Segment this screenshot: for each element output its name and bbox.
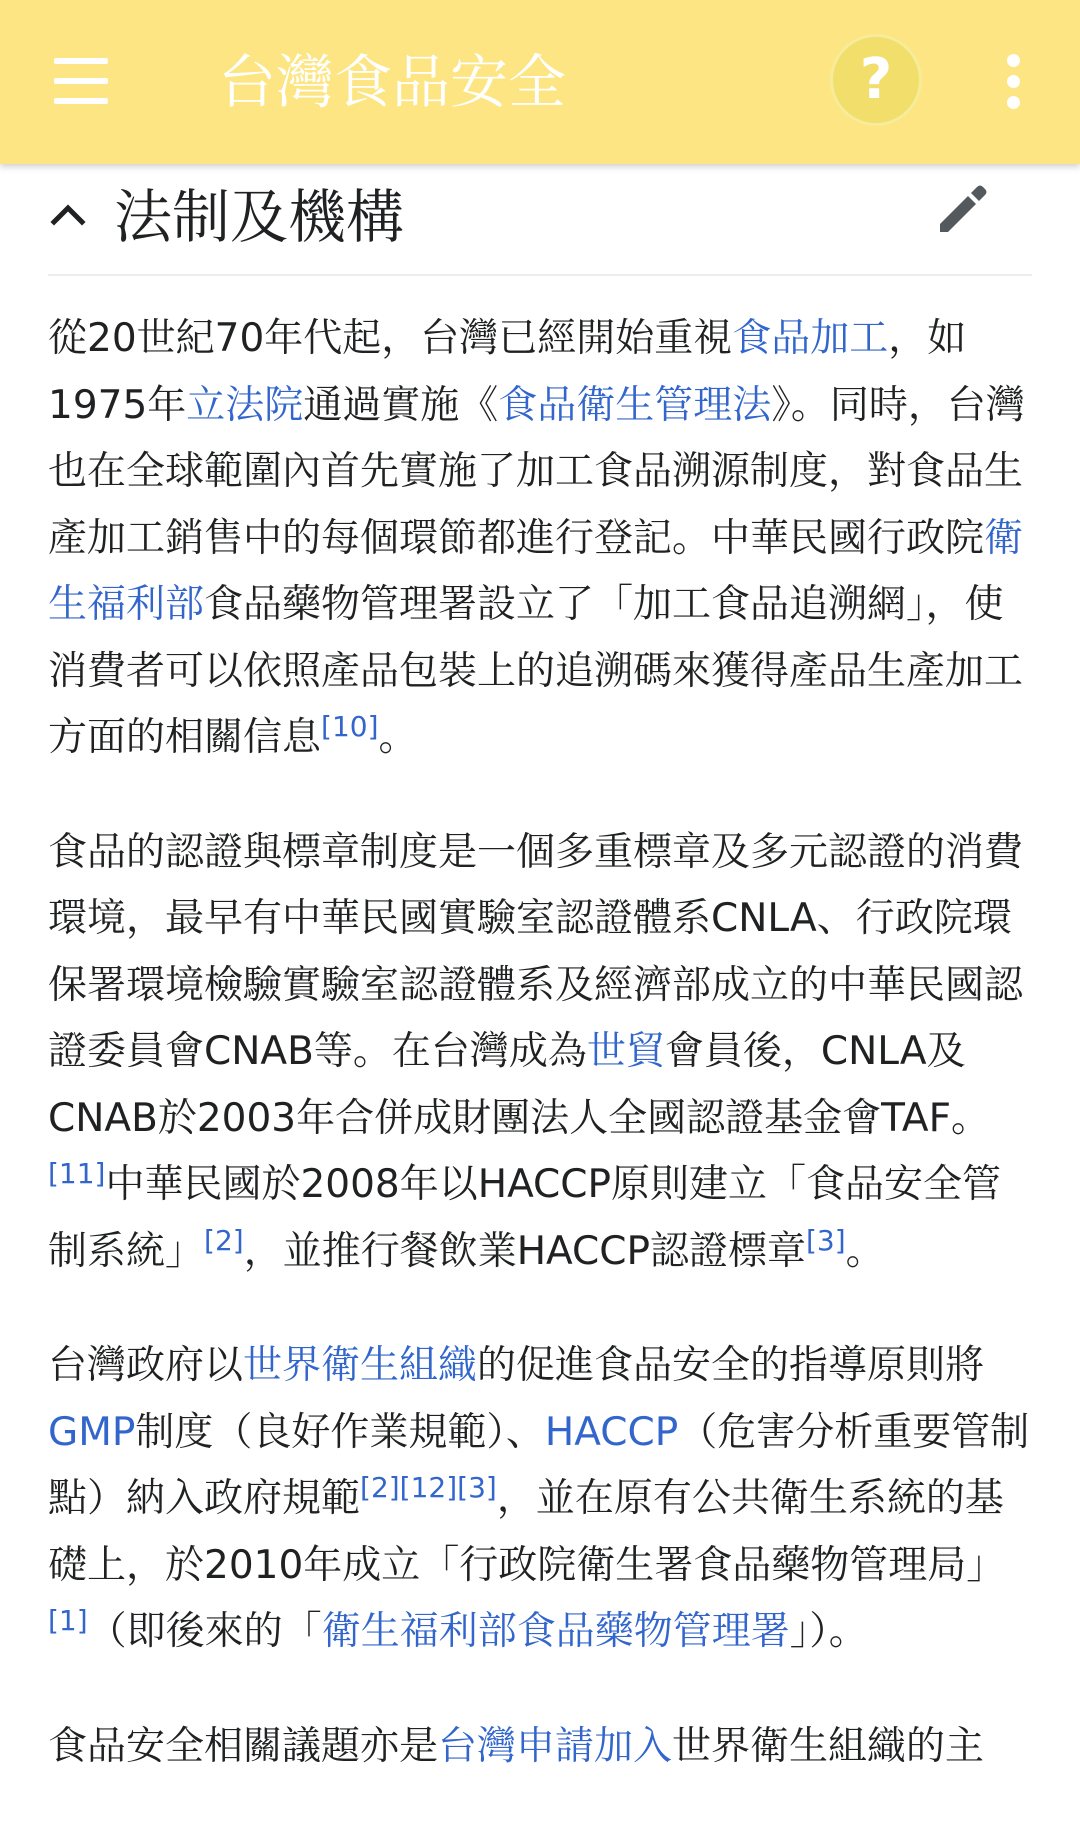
paragraph-text: 食品藥物管理署設立了「加工食品追溯網」，使消費者可以依照產品包裝上的追溯碼來獲得產品生產加工方面的相關信息 <box>48 582 1024 760</box>
article-link[interactable]: 衛生福利部食品藥物管理署 <box>321 1609 790 1654</box>
paragraph-text: ，如1975年 <box>48 316 967 428</box>
article-paragraph <box>48 820 1032 1286</box>
article-content <box>48 306 1032 1828</box>
paragraph-text: 的促進食品安全的指導原則將 <box>477 1343 985 1388</box>
help-icon[interactable]: ? <box>830 34 922 126</box>
article-link[interactable]: 立法院 <box>186 382 304 428</box>
paragraph-text: （即後來的「 <box>87 1609 322 1654</box>
section-title: 法制及機構 <box>114 183 405 251</box>
article-paragraph <box>48 306 1032 772</box>
paragraph-text: 世界衛生組織的主 <box>672 1723 985 1769</box>
citation-link[interactable]: [2][12][3] <box>360 1471 497 1504</box>
article-link[interactable]: 台灣申請加入 <box>438 1723 673 1769</box>
citation-link[interactable]: [10] <box>321 710 379 743</box>
paragraph-text: 。 <box>845 1228 885 1274</box>
paragraph-text: ，並推行餐飲業HACCP認證標章 <box>243 1228 806 1274</box>
paragraph-text: 。 <box>378 715 418 760</box>
article-link[interactable]: HACCP <box>544 1409 679 1455</box>
paragraph-text: 」）。 <box>789 1609 868 1654</box>
more-options-icon[interactable] <box>1000 54 1028 110</box>
pencil-icon[interactable] <box>932 178 992 238</box>
paragraph-text: 食品安全相關議題亦是 <box>48 1723 439 1769</box>
paragraph-text: 食品的認證與標章制度是一個多重標章及多元認證的消費環境，最早有中華民國實驗室認證體系CNLA、行政院環保署環境檢驗實驗室認證體系及經濟部成立的中華民國認證委員會CNAB等。在台灣成為 <box>48 829 1024 1074</box>
chevron-up-icon[interactable] <box>48 194 88 234</box>
article-link[interactable]: 世界衛生組織 <box>243 1343 478 1388</box>
paragraph-text: 》。同時，台灣也在全球範圍內首先實施了加工食品溯源制度，對食品生產加工銷售中的每個環節都進行登記。中華民國行政院 <box>48 382 1025 561</box>
article-paragraph <box>48 1333 1032 1666</box>
paragraph-text: （危害分析重要管制點）納入政府規範 <box>48 1409 1030 1521</box>
paragraph-text: 台灣政府以 <box>48 1343 244 1388</box>
paragraph-text: 通過實施《 <box>303 382 499 428</box>
article-link[interactable]: 世貿 <box>586 1029 665 1074</box>
article-link[interactable]: GMP <box>48 1409 136 1455</box>
hamburger-menu-icon[interactable] <box>50 58 112 104</box>
article-link[interactable]: 食品加工 <box>732 316 889 361</box>
paragraph-text: 中華民國於2008年以HACCP原則建立「食品安全管制系統」 <box>48 1162 1002 1274</box>
page-title: 台灣食品安全 <box>218 48 567 116</box>
section-header[interactable] <box>48 164 1032 276</box>
citation-link[interactable]: [3] <box>806 1223 846 1257</box>
paragraph-text: 會員後，CNLA及CNAB於2003年合併成財團法人全國認證基金會TAF。 <box>48 1029 990 1141</box>
citation-link[interactable]: [11] <box>48 1157 106 1190</box>
article-paragraph <box>48 1714 1032 1781</box>
citation-link[interactable]: [1] <box>48 1604 88 1637</box>
paragraph-text: ，並在原有公共衛生系統的基礎上，於2010年成立「行政院衛生署食品藥物管理局」 <box>48 1476 1006 1588</box>
paragraph-text: 制度（良好作業規範）、 <box>135 1409 545 1455</box>
citation-link[interactable]: [2] <box>204 1223 244 1257</box>
paragraph-text: 從20世紀70年代起，台灣已經開始重視 <box>48 316 733 361</box>
article-link[interactable]: 食品衛生管理法 <box>498 382 772 428</box>
article-link[interactable]: 衛生福利部 <box>48 515 1024 627</box>
top-app-bar <box>0 0 1080 164</box>
